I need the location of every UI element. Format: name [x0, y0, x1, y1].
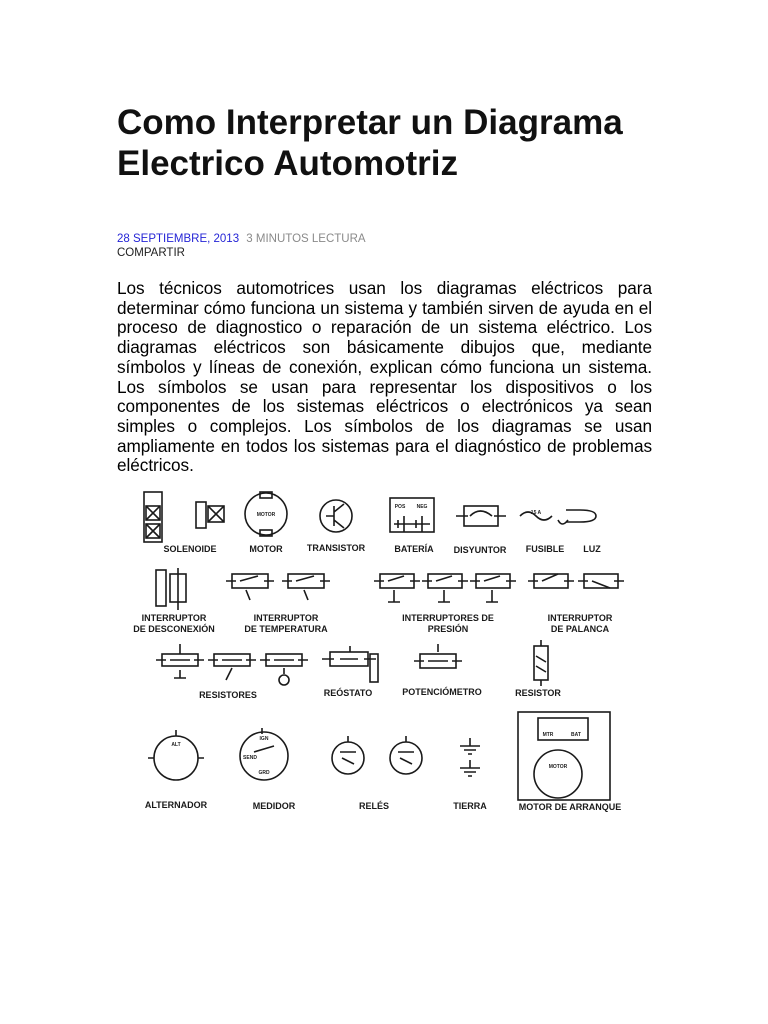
label-interruptor-desconexion-2: DE DESCONEXIÓN	[133, 624, 215, 634]
label-medidor: MEDIDOR	[252, 801, 296, 811]
label-solenoide: SOLENOIDE	[163, 544, 217, 554]
label-interruptor-palanca-1: INTERRUPTOR	[547, 613, 613, 623]
label-motor-de-arranque: MOTOR DE ARRANQUE	[518, 802, 622, 812]
gauge-ign-text: IGN	[259, 736, 269, 742]
article-title: Como Interpretar un Diagrama Electrico Automotriz	[117, 103, 623, 183]
light-symbol	[558, 510, 596, 524]
label-reles: RELÉS	[358, 801, 390, 811]
gauge-send-text: SEND	[243, 755, 257, 761]
label-transistor: TRANSISTOR	[306, 543, 366, 553]
label-interruptor-desconexion-1: INTERRUPTOR	[141, 613, 207, 623]
lever-switch-symbol	[528, 574, 624, 588]
solenoid-symbol	[144, 492, 224, 542]
breaker-symbol	[456, 506, 506, 526]
motor-symbol	[245, 492, 287, 536]
label-tierra: TIERRA	[453, 801, 487, 811]
label-resistores: RESISTORES	[199, 690, 257, 700]
battery-neg-text: NEG	[416, 504, 428, 510]
article-date[interactable]: 28 SEPTIEMBRE, 2013	[117, 233, 240, 245]
pressure-switch-symbol	[374, 574, 516, 602]
label-motor: MOTOR	[249, 544, 283, 554]
temperature-switch-symbol	[226, 574, 330, 600]
label-fusible: FUSIBLE	[525, 544, 565, 554]
resistors-symbol	[156, 644, 308, 685]
article-meta	[117, 232, 652, 260]
label-resistor: RESISTOR	[515, 688, 561, 698]
motor-symbol-text: MOTOR	[256, 512, 276, 518]
article-body: Los técnicos automotrices usan los diagramas eléctricos para determinar cómo funciona un sistema y también sirven de ayuda en el proceso de diagnostico o reparación de un sistema eléctrico. Los diagramas eléctricos son básicamente dibujos que, mediante símbolos y líneas de conexión, explican cómo funciona un sistema. Los símbolos se usan para representar los dispositivos o los componentes de los sistemas eléctricos o electrónicos ya sean simples o complejos. Los símbolos de los diagramas se usan ampliamente en todos los sistemas para el diagnóstico de problemas eléctricos.	[117, 278, 652, 476]
label-interruptores-presion-1: INTERRUPTORES DE	[402, 613, 494, 623]
starter-mtr-text: MTR	[542, 732, 554, 738]
label-disyuntor: DISYUNTOR	[453, 545, 507, 555]
gauge-grd-text: GRD	[258, 770, 270, 776]
starter-bat-text: BAT	[571, 732, 581, 738]
battery-pos-text: POS	[394, 504, 406, 510]
rheostat-symbol	[322, 646, 378, 682]
relays-symbol	[332, 736, 422, 774]
label-potenciometro: POTENCIÓMETRO	[402, 687, 482, 697]
label-interruptor-temperatura-2: DE TEMPERATURA	[244, 624, 328, 634]
resistor-symbol	[534, 640, 548, 686]
label-bateria: BATERÍA	[394, 544, 434, 554]
article	[117, 102, 652, 476]
label-interruptor-palanca-2: DE PALANCA	[550, 624, 610, 634]
label-interruptor-temperatura-1: INTERRUPTOR	[253, 613, 319, 623]
battery-symbol	[390, 498, 434, 532]
read-time: 3 MINUTOS LECTURA	[246, 233, 366, 245]
gauge-symbol	[240, 728, 288, 780]
electrical-symbols-figure	[118, 484, 638, 816]
potentiometer-symbol	[414, 644, 462, 668]
alternator-text: ALT	[171, 742, 181, 748]
label-interruptores-presion-2: PRESIÓN	[427, 624, 469, 634]
label-alternador: ALTERNADOR	[144, 800, 208, 810]
fuse-text: 15 A	[530, 510, 542, 516]
fuse-symbol	[520, 510, 552, 520]
disconnect-switch-symbol	[156, 568, 186, 610]
label-reostato: REÓSTATO	[323, 688, 373, 698]
share-link[interactable]: COMPARTIR	[117, 247, 185, 259]
ground-symbol	[460, 738, 480, 776]
transistor-symbol	[320, 500, 352, 532]
starter-motor-text: MOTOR	[548, 764, 568, 770]
alternator-symbol	[148, 730, 204, 780]
label-luz: LUZ	[583, 544, 601, 554]
starter-motor-symbol	[518, 712, 610, 800]
